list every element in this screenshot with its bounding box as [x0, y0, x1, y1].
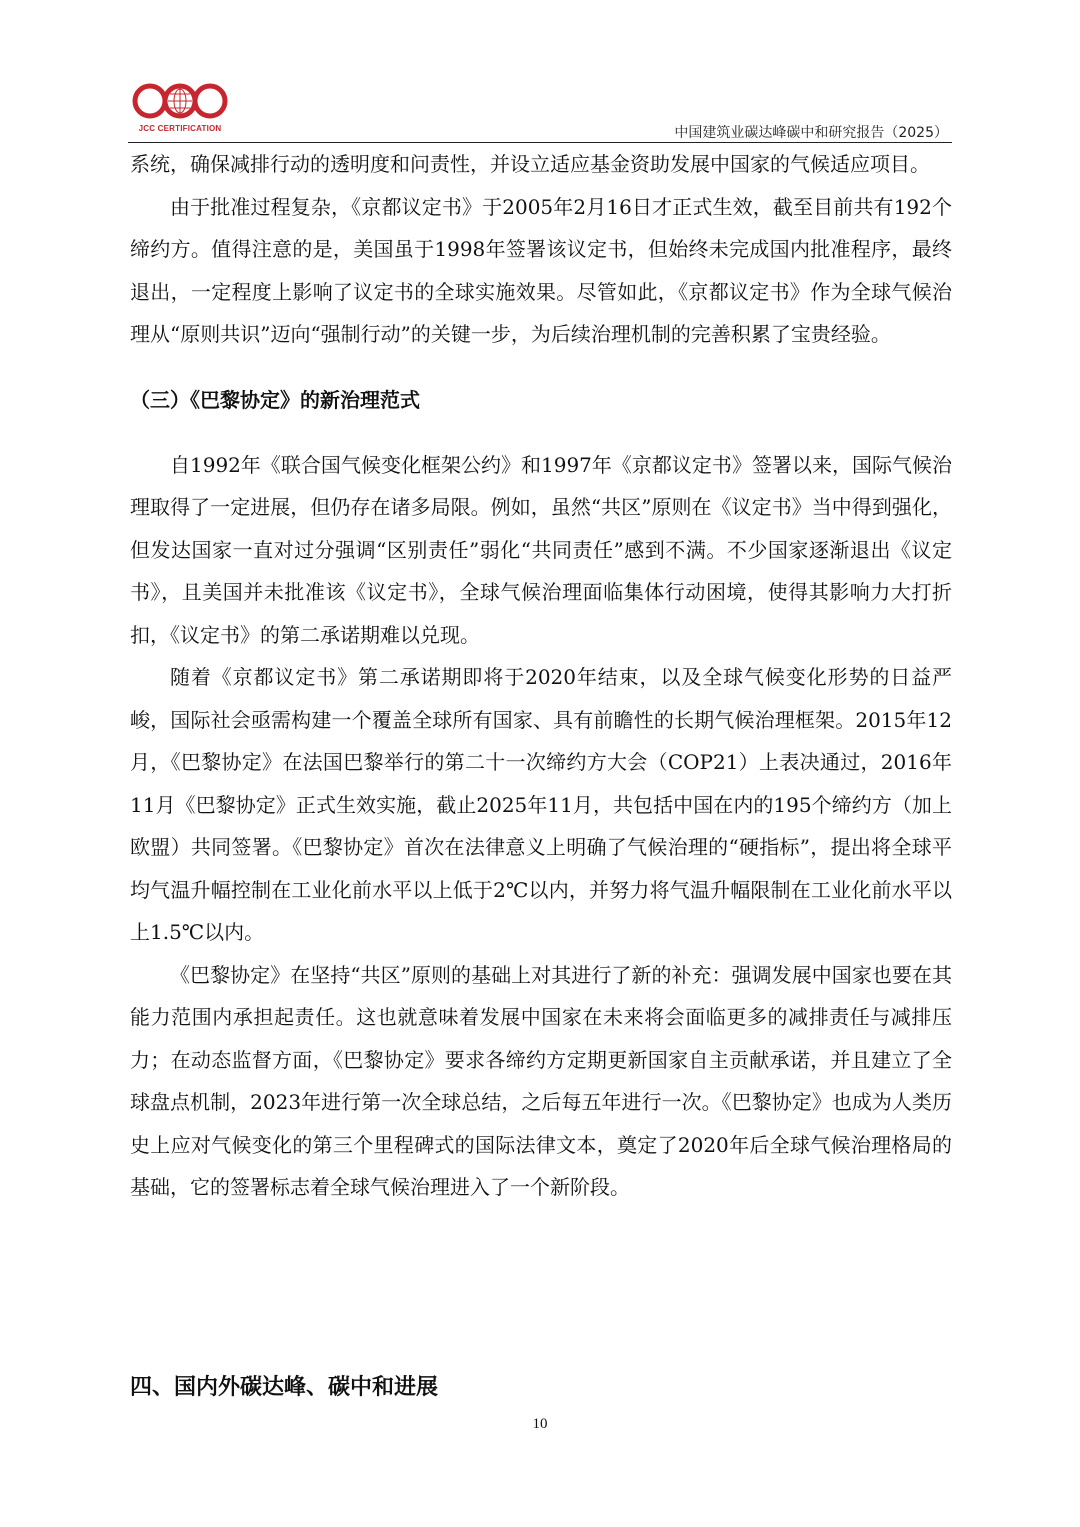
paragraph-paris-supplement: 《巴黎协定》在坚持“共区”原则的基础上对其进行了新的补充：强调发展中国家也要在其能力范围内承担起责任。这也就意味着发展中国家在未来将会面临更多的减排责任与减排压力；在动态监督方面，《巴黎协定》要求各缔约方定期更新国家自主贡献承诺，并且建立了全球盘点机制，2023年进行第一次全球总结，之后每五年进行一次。《巴黎协定》也成为人类历史上应对气候变化的第三个里程碑式的国际法律文本，奠定了2020年后全球气候治理格局的基础，它的签署标志着全球气候治理进入了一个新阶段。 [130, 962, 952, 1199]
paragraph-limitations: 自1992年《联合国气候变化框架公约》和1997年《京都议定书》签署以来，国际气候治理取得了一定进展，但仍存在诸多局限。例如，虽然“共区”原则在《议定书》当中得到强化，但发达国家一直对过分强调“区别责任”弱化“共同责任”感到不满。不少国家逐渐退出《议定书》，且美国并未批准该《议定书》，全球气候治理面临集体行动困境，使得其影响力大打折扣，《议定书》的第二承诺期难以兑现。 [130, 452, 952, 647]
report-title: 中国建筑业碳达峰碳中和研究报告（2025） [674, 125, 948, 141]
logo-text: JCC CERTIFICATION [138, 124, 222, 133]
subheading-paris: （三）《巴黎协定》的新治理范式 [130, 387, 420, 412]
page-number: 10 [532, 1416, 548, 1432]
paragraph-kyoto: 由于批准过程复杂，《京都议定书》于2005年2月16日才正式生效，截至目前共有192个缔约方。值得注意的是，美国虽于1998年签署该议定书，但始终未完成国内批准程序，最终退出，一定程度上影响了议定书的全球实施效果。尽管如此，《京都议定书》作为全球气候治理从“原则共识”迈向“强制行动”的关键一步，为后续治理机制的完善积累了宝贵经验。 [130, 194, 952, 346]
page-body [130, 143, 952, 1209]
paragraph-paris-adoption: 随着《京都议定书》第二承诺期即将于2020年结束，以及全球气候变化形势的日益严峻，国际社会亟需构建一个覆盖全球所有国家、具有前瞻性的长期气候治理框架。2015年12月，《巴黎协定》在法国巴黎举行的第二十一次缔约方大会（COP21）上表决通过，2016年11月《巴黎协定》正式生效实施，截止2025年11月，共包括中国在内的195个缔约方（加上欧盟）共同签署。《巴黎协定》首次在法律意义上明确了气候治理的“硬指标”，提出将全球平均气温升幅控制在工业化前水平以上低于2℃以内，并努力将气温升幅限制在工业化前水平以上1.5℃以内。 [130, 665, 952, 944]
section-heading: 四、国内外碳达峰、碳中和进展 [130, 1375, 439, 1400]
paragraph-continued: 系统，确保减排行动的透明度和问责性，并设立适应基金资助发展中国家的气候适应项目。 [130, 152, 930, 176]
